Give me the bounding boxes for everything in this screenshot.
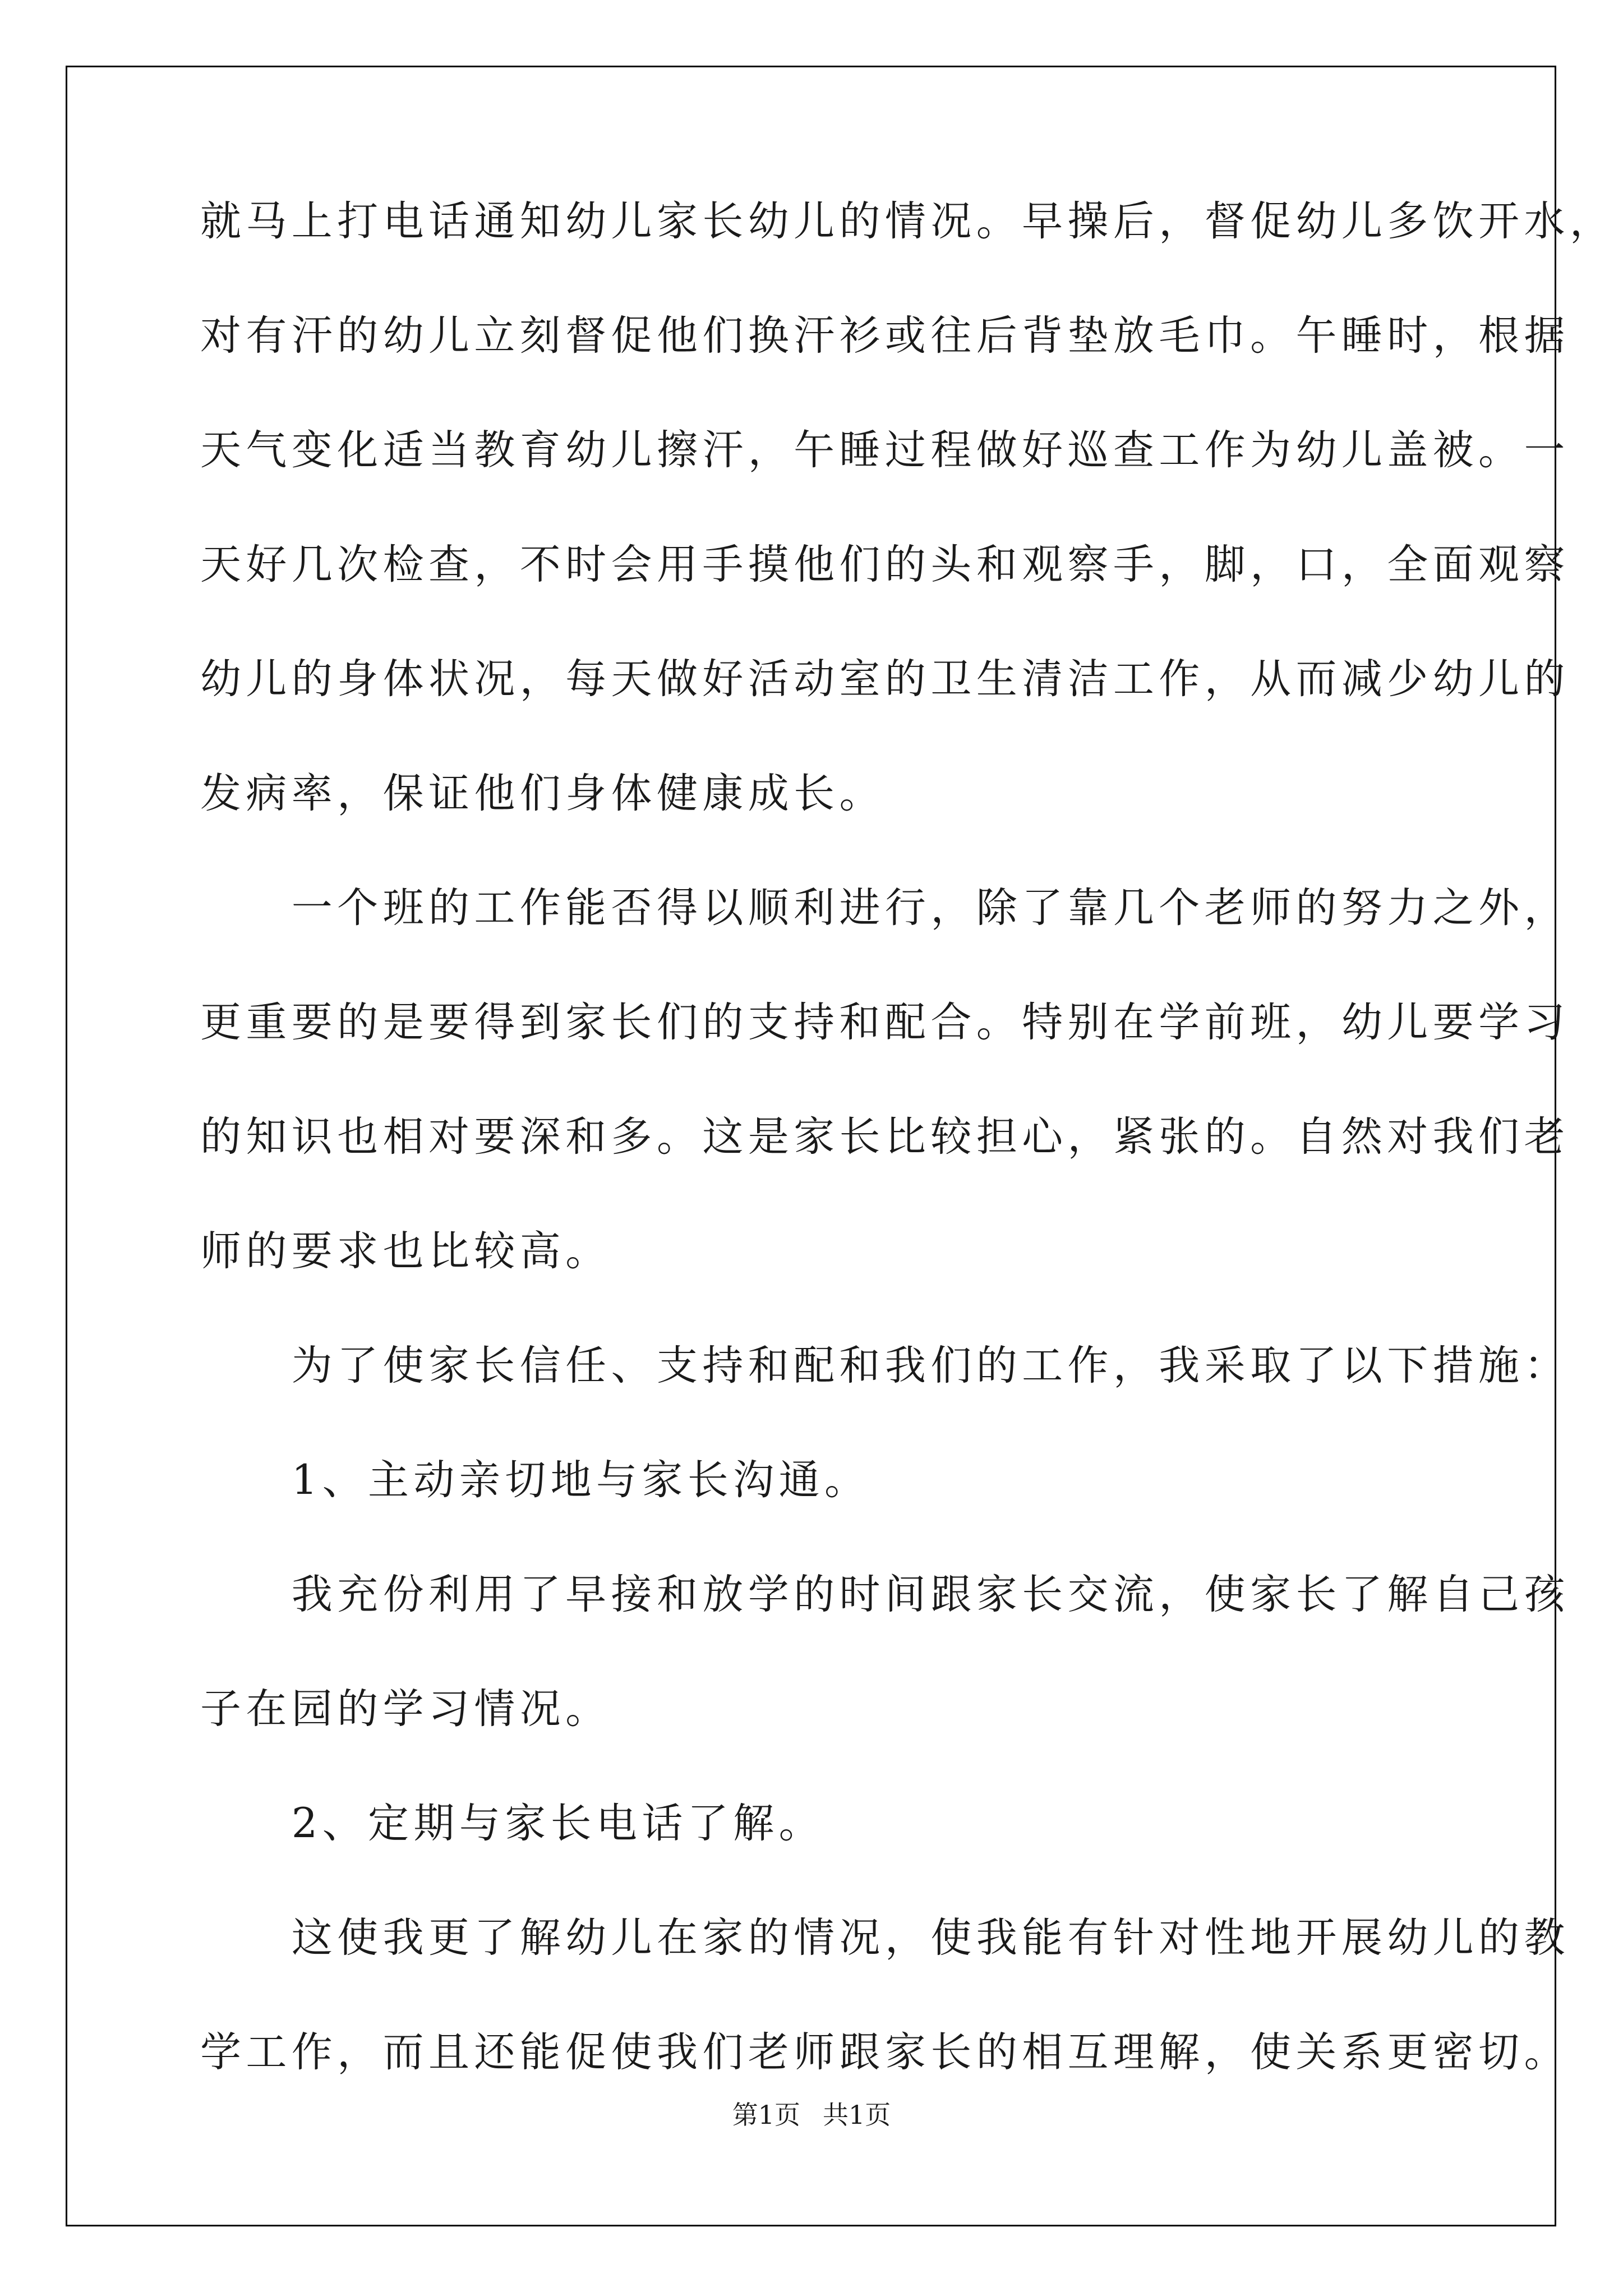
text-line: 就马上打电话通知幼儿家长幼儿的情况。早操后，督促幼儿多饮开水，: [200, 197, 1616, 245]
text-line: 我充份利用了早接和放学的时间跟家长交流，使家长了解自己孩: [200, 1571, 1570, 1618]
text-line: 这使我更了解幼儿在家的情况，使我能有针对性地开展幼儿的教: [200, 1914, 1570, 1962]
text-line: 幼儿的身体状况，每天做好活动室的卫生清洁工作，从而减少幼儿的: [200, 655, 1570, 703]
text-line: 一个班的工作能否得以顺利进行，除了靠几个老师的努力之外，: [200, 884, 1570, 932]
text-line: 天好几次检查，不时会用手摸他们的头和观察手，脚，口，全面观察: [200, 541, 1570, 588]
text-line: 对有汗的幼儿立刻督促他们换汗衫或往后背垫放毛巾。午睡时，根据: [200, 312, 1570, 360]
text-line: 子在园的学习情况。: [200, 1685, 611, 1733]
text-line: 发病率，保证他们身体健康成长。: [200, 770, 885, 817]
text-line: 更重要的是要得到家长们的支持和配合。特别在学前班，幼儿要学习: [200, 999, 1570, 1046]
text-line: 2、定期与家长电话了解。: [200, 1800, 824, 1847]
page-number: 第1页: [732, 2100, 800, 2130]
text-line: 的知识也相对要深和多。这是家长比较担心，紧张的。自然对我们老: [200, 1113, 1570, 1161]
text-line: 为了使家长信任、支持和配和我们的工作，我采取了以下措施：: [200, 1342, 1570, 1389]
text-line: 学工作，而且还能促使我们老师跟家长的相互理解，使关系更密切。: [200, 2028, 1570, 2076]
text-line: 1、主动亲切地与家长沟通。: [200, 1456, 870, 1504]
page-footer: [0, 2098, 1623, 2132]
text-line: 天气变化适当教育幼儿擦汗，午睡过程做好巡查工作为幼儿盖被。一: [200, 426, 1570, 474]
text-line: 师的要求也比较高。: [200, 1227, 611, 1275]
page-total: 共1页: [823, 2100, 891, 2130]
